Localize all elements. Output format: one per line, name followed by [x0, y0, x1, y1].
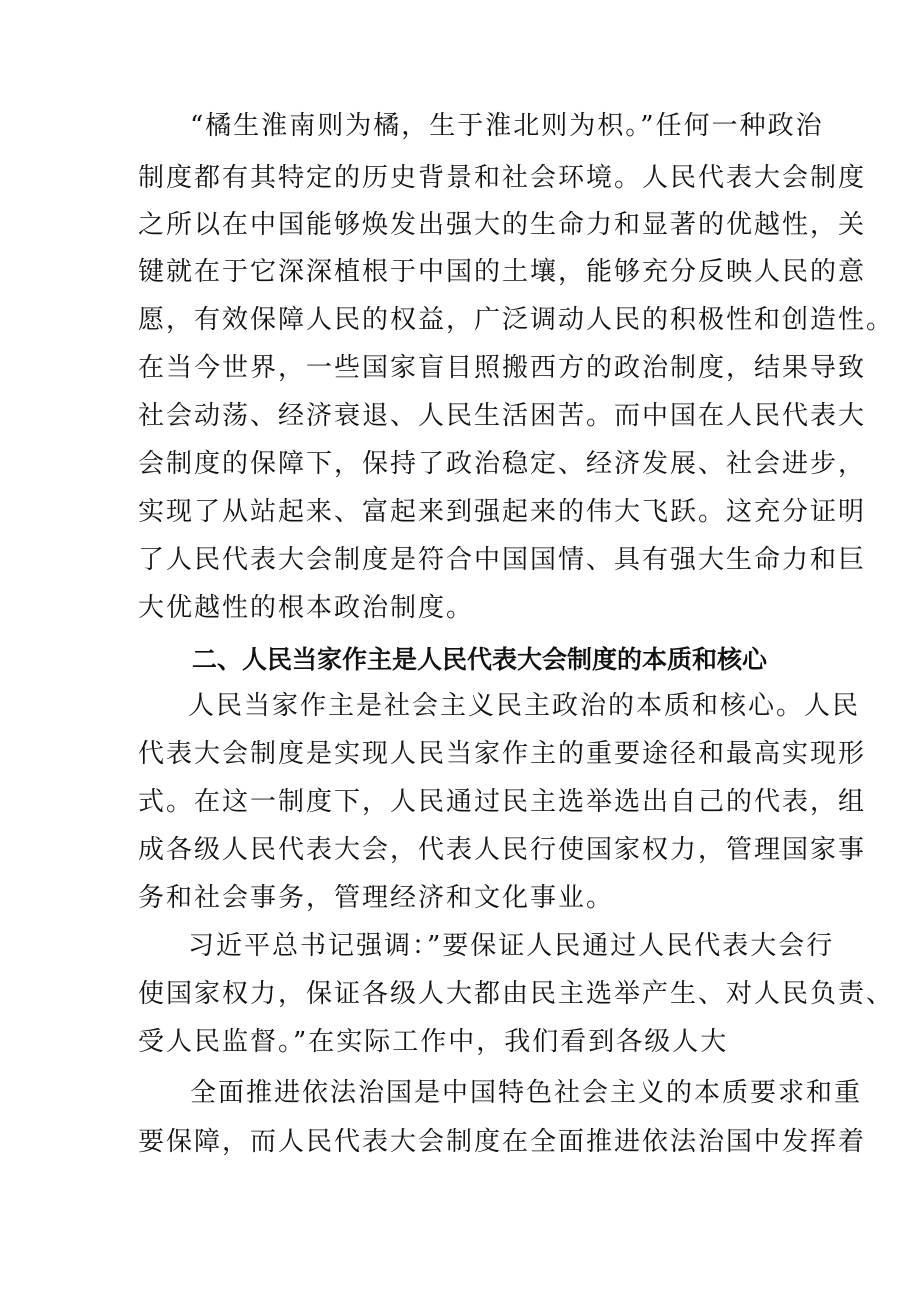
paragraph-1-line-7: 社会动荡、经济衰退、人民生活困苦。而中国在人民代表大 [138, 401, 867, 431]
paragraph-1-line-10: 了人民代表大会制度是符合中国国情、具有强大生命力和巨 [138, 545, 867, 575]
section2-paragraph-3-line-2: 要保障，而人民代表大会制度在全面推进依法治国中发挥着 [138, 1127, 867, 1157]
section2-paragraph-1-line-5: 务和社会事务，管理经济和文化事业。 [138, 883, 615, 913]
section2-paragraph-1-line-1: 人民当家作主是社会主义民主政治的本质和核心。人民 [188, 691, 861, 721]
paragraph-1-line-9: 实现了从站起来、富起来到强起来的伟大飞跃。这充分证明 [138, 497, 867, 527]
section2-paragraph-3-line-1: 全面推进依法治国是中国特色社会主义的本质要求和重 [190, 1078, 863, 1108]
section-heading: 二、人民当家作主是人民代表大会制度的本质和核心 [192, 645, 768, 674]
paragraph-1-line-1: “橘生淮南则为橘，生于淮北则为枳。”任何一种政治 [190, 111, 824, 141]
section2-paragraph-1-line-4: 成各级人民代表大会，代表人民行使国家权力，管理国家事 [138, 835, 867, 865]
section2-paragraph-2-line-1: 习近平总书记强调：”要保证人民通过人民代表大会行 [188, 931, 835, 961]
section2-paragraph-2-line-2: 使国家权力，保证各级人大都由民主选举产生、对人民负责、 [138, 979, 895, 1009]
paragraph-1-line-3: 之所以在中国能够焕发出强大的生命力和显著的优越性，关 [138, 210, 867, 240]
paragraph-1-line-2: 制度都有其特定的历史背景和社会环境。人民代表大会制度 [138, 163, 867, 193]
section2-paragraph-1-line-2: 代表大会制度是实现人民当家作主的重要途径和最高实现形 [138, 739, 867, 769]
paragraph-1-line-8: 会制度的保障下，保持了政治稳定、经济发展、社会进步， [138, 449, 867, 479]
paragraph-1-line-5: 愿，有效保障人民的权益，广泛调动人民的积极性和创造性。 [138, 305, 895, 335]
paragraph-1-line-11: 大优越性的根本政治制度。 [138, 593, 475, 623]
section2-paragraph-1-line-3: 式。在这一制度下，人民通过民主选举选出自己的代表，组 [138, 787, 867, 817]
paragraph-1-line-4: 键就在于它深深植根于中国的土壤，能够充分反映人民的意 [138, 257, 867, 287]
paragraph-1-line-6: 在当今世界，一些国家盲目照搬西方的政治制度，结果导致 [138, 353, 867, 383]
section2-paragraph-2-line-3: 受人民监督。”在实际工作中，我们看到各级人大 [138, 1027, 729, 1057]
